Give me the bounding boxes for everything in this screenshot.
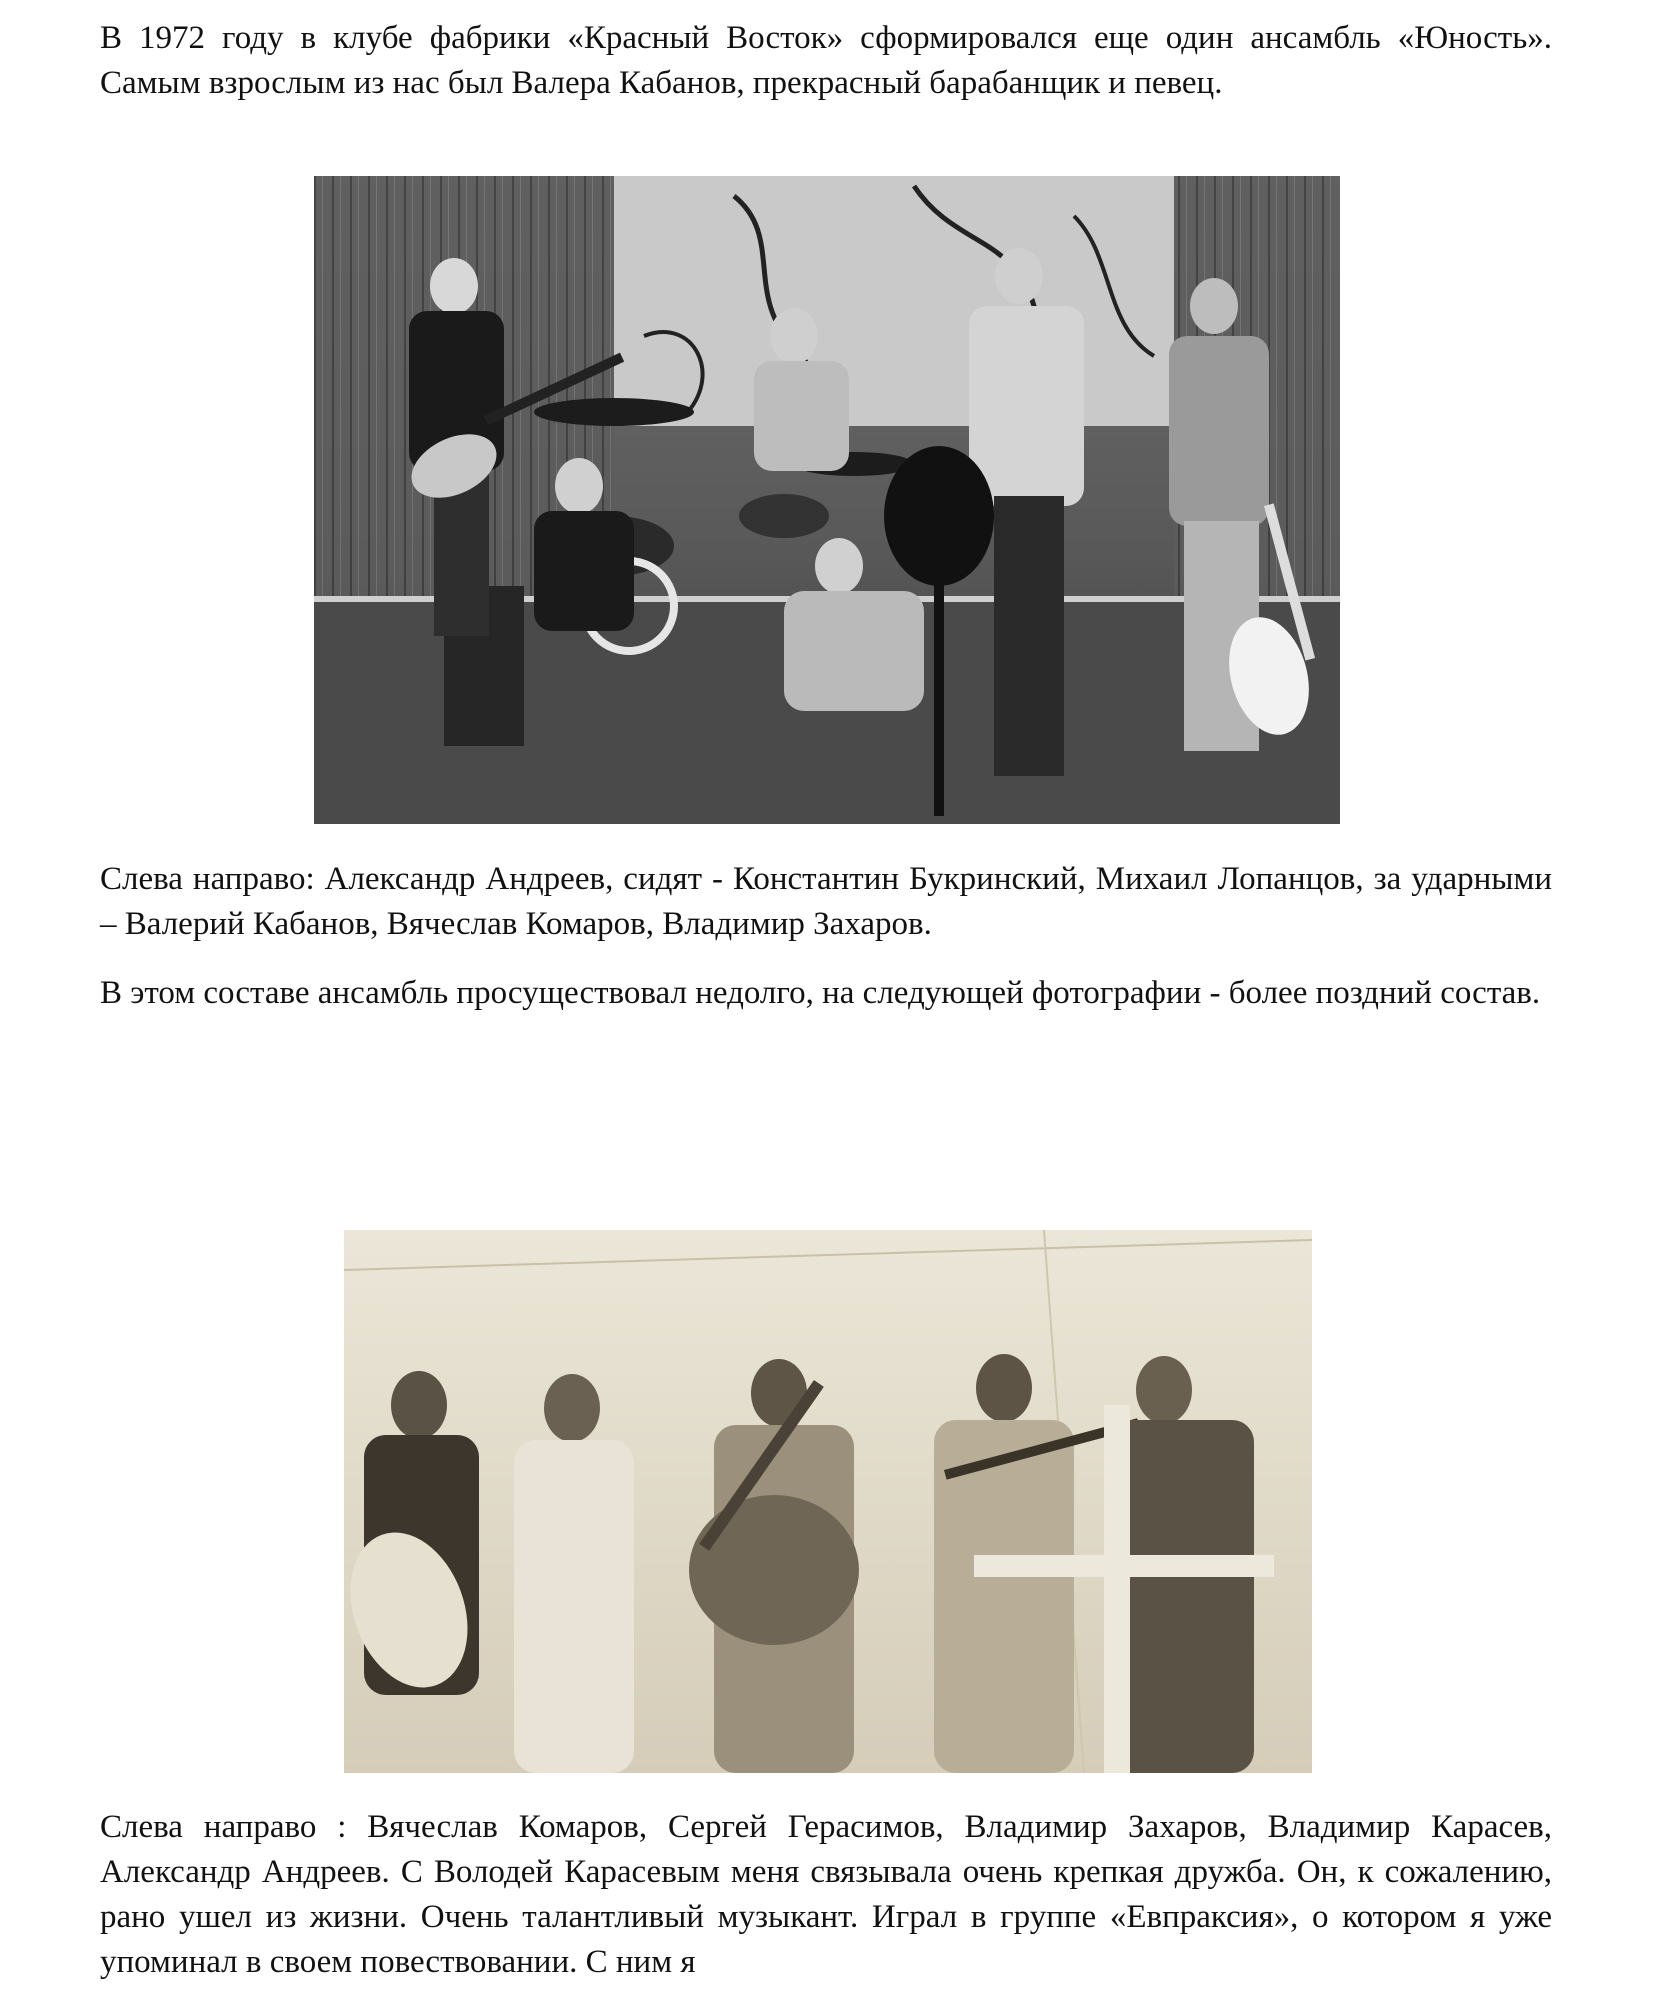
- band-photo-1972-drawing: [314, 176, 1340, 824]
- intro-paragraph: В 1972 году в клубе фабрики «Красный Восток» сформировался еще один ансамбль «Юность». Самым взрослым из нас был Валера Кабанов, прекрасный барабанщик и певец.: [100, 20, 1552, 101]
- band-photo-later-lineup: [344, 1230, 1312, 1773]
- photo1-caption: Слева направо: Александр Андреев, сидят - Константин Букринский, Михаил Лопанцов, за ударными – Валерий Кабанов, Вячеслав Комаров, Владимир Захаров.: [100, 861, 1552, 942]
- band-photo-1972: [314, 176, 1340, 824]
- lineup-note-paragraph: В этом составе ансамбль просуществовал недолго, на следующей фотографии - более поздний состав.: [100, 975, 1541, 1011]
- photo2-caption: Слева направо : Вячеслав Комаров, Сергей Герасимов, Владимир Захаров, Владимир Карасев, Александр Андреев. С Володей Карасевым меня связывала очень крепкая дружба. Он, к сожалению, рано ушел из жизни. Очень талантливый музыкант. Играл в группе «Евпраксия», о котором я уже упоминал в своем повествовании. С ним я: [100, 1809, 1552, 1980]
- band-photo-later-lineup-drawing: [344, 1230, 1312, 1773]
